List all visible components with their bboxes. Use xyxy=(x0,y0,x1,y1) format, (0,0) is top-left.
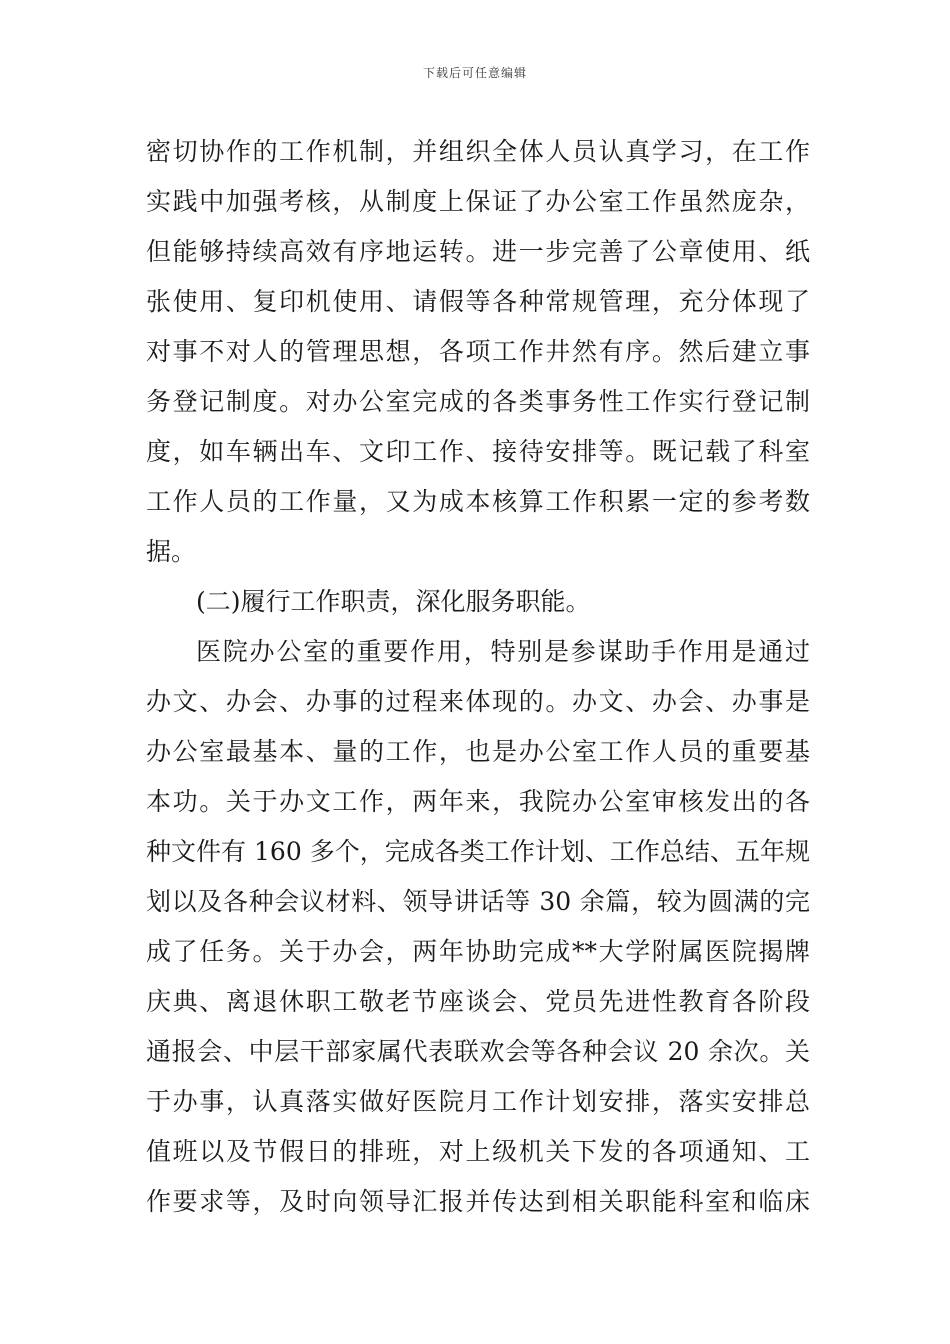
text-line: 值班以及节假日的排班，对上级机关下发的各项通知、工 xyxy=(146,1137,810,1166)
text-line: (二)履行工作职责，深化服务职能。 xyxy=(196,587,591,616)
text-line: 实践中加强考核，从制度上保证了办公室工作虽然庞杂， xyxy=(146,187,810,216)
text-line: 医院办公室的重要作用，特别是参谋助手作用是通过 xyxy=(196,637,810,666)
page-header: 下载后可任意编辑 xyxy=(422,66,527,80)
text-line: 务登记制度。对办公室完成的各类事务性工作实行登记制 xyxy=(146,387,810,416)
text-line: 成了任务。关于办会，两年协助完成**大学附属医院揭牌 xyxy=(146,937,810,966)
text-line: 度，如车辆出车、文印工作、接待安排等。既记载了科室 xyxy=(146,437,810,466)
text-line: 密切协作的工作机制，并组织全体人员认真学习，在工作 xyxy=(146,137,810,166)
text-line: 张使用、复印机使用、请假等各种常规管理，充分体现了 xyxy=(146,287,810,316)
text-line: 对事不对人的管理思想，各项工作井然有序。然后建立事 xyxy=(146,337,810,366)
text-line: 工作人员的工作量，又为成本核算工作积累一定的参考数 xyxy=(146,487,810,516)
text-line: 通报会、中层干部家属代表联欢会等各种会议 20 余次。关 xyxy=(146,1037,810,1066)
text-line: 本功。关于办文工作，两年来，我院办公室审核发出的各 xyxy=(146,787,810,816)
text-line: 办文、办会、办事的过程来体现的。办文、办会、办事是 xyxy=(146,687,810,716)
text-line: 办公室最基本、量的工作，也是办公室工作人员的重要基 xyxy=(146,737,810,766)
text-line: 种文件有 160 多个，完成各类工作计划、工作总结、五年规 xyxy=(146,837,810,866)
text-line: 庆典、离退休职工敬老节座谈会、党员先进性教育各阶段 xyxy=(146,987,810,1016)
text-line: 划以及各种会议材料、领导讲话等 30 余篇，较为圆满的完 xyxy=(146,887,810,916)
text-line: 于办事，认真落实做好医院月工作计划安排，落实安排总 xyxy=(146,1087,810,1116)
text-line: 据。 xyxy=(146,537,197,566)
document-body xyxy=(146,127,810,1227)
text-line: 但能够持续高效有序地运转。进一步完善了公章使用、纸 xyxy=(146,237,810,266)
text-line: 作要求等，及时向领导汇报并传达到相关职能科室和临床 xyxy=(146,1187,810,1216)
